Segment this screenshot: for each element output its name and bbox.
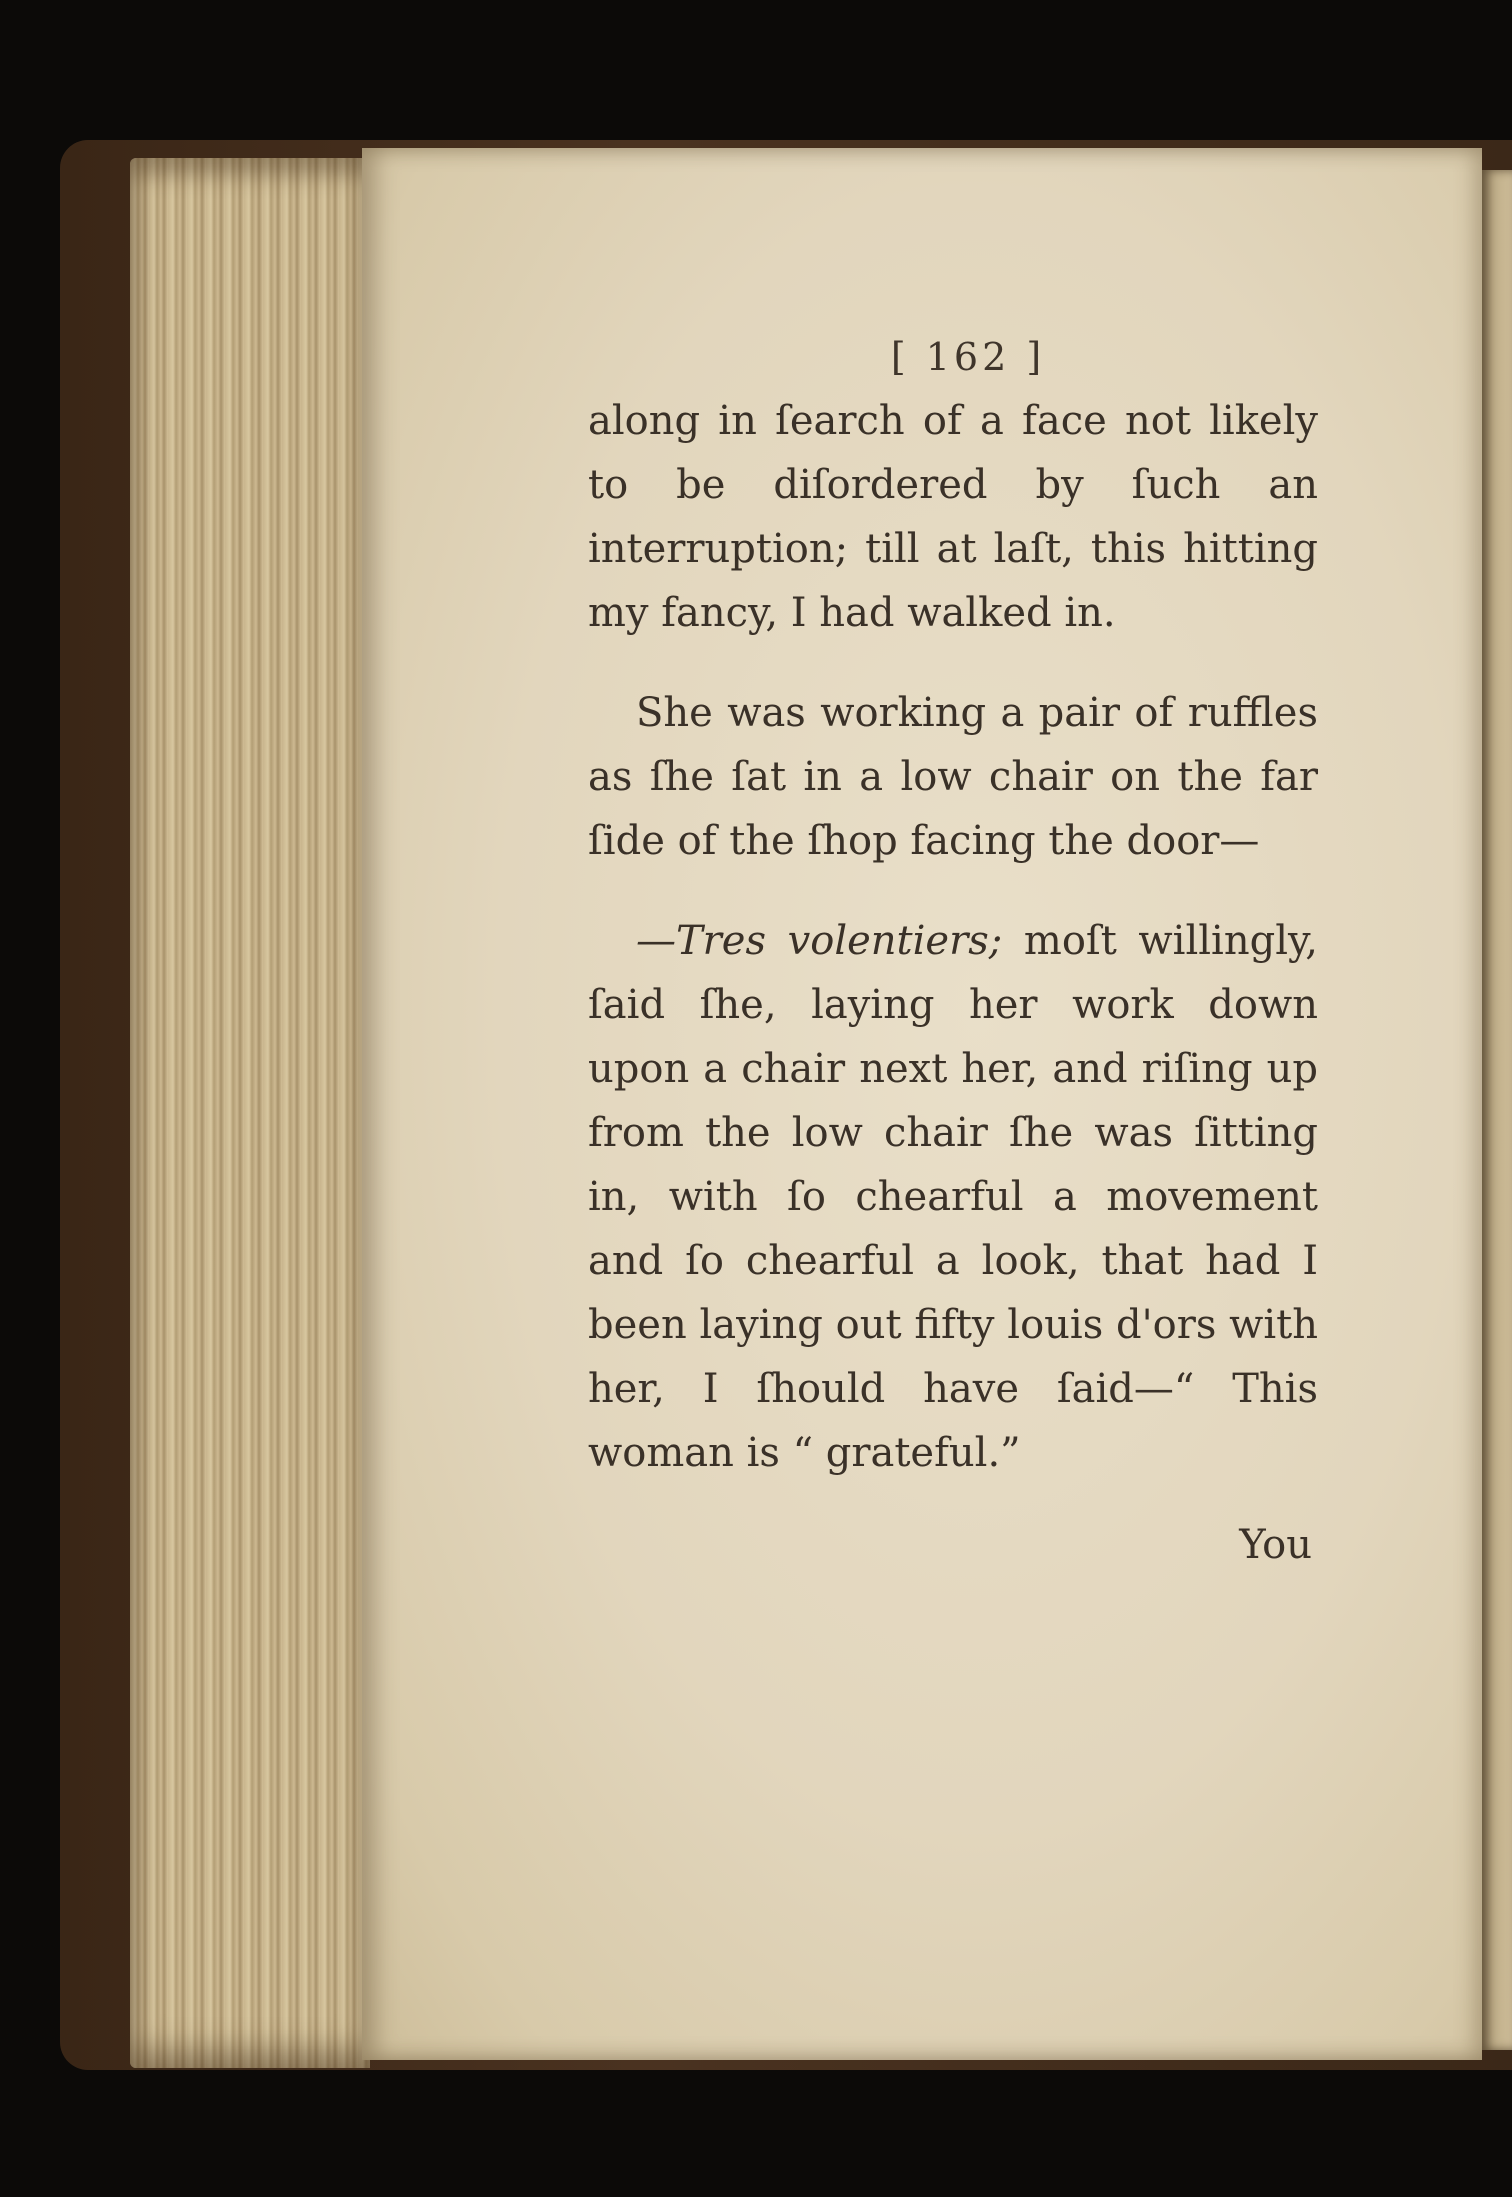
paragraph-1-text: along in ſearch of a face not likely to be diſordered by ſuch an interruption; till at laſt, this hitting my fancy, I had walked in.	[588, 398, 1318, 636]
paragraph-1	[588, 389, 1318, 645]
paragraph-2	[588, 681, 1318, 873]
page-edges	[130, 158, 370, 2068]
paragraph-3-text: moſt willingly, ſaid ſhe, laying her work down upon a chair next her, and riſing up from the low chair ſhe was ſitting in, with ſo chearful a movement and ſo chearful a look, that had I been laying out fifty louis d'ors with her, I ſhould have ſaid—“ This woman is “ grateful.”	[588, 918, 1318, 1476]
facing-page-edge	[1482, 170, 1512, 2050]
paragraph-3-lead: —Tres volentiers;	[636, 918, 1003, 964]
paragraph-3	[588, 909, 1318, 1485]
page-text	[588, 335, 1318, 1577]
paragraph-2-text: She was working a pair of ruffles as ſhe ſat in a low chair on the far ſide of the ſhop facing the door—	[588, 690, 1318, 864]
page-number: [ 162 ]	[890, 335, 1046, 379]
catchword: You	[1239, 1522, 1312, 1568]
